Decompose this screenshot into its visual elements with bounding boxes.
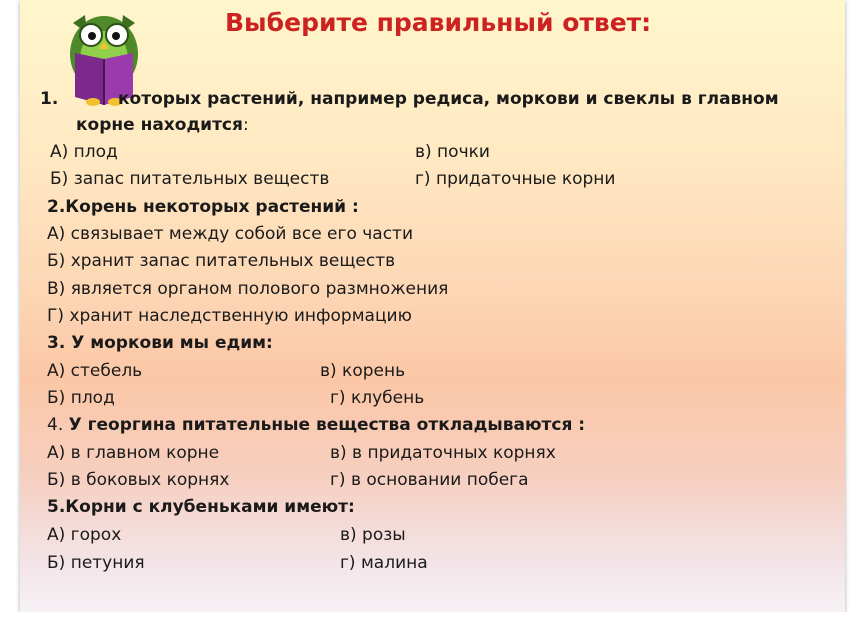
- page-title: Выберите правильный ответ:: [225, 8, 652, 37]
- q1-text-line2: [76, 115, 249, 135]
- q5-option-v: в) розы: [340, 525, 406, 545]
- page-bottom-margin: [0, 612, 857, 633]
- q5-option-g: г) малина: [340, 553, 428, 573]
- q1-option-v: в) почки: [415, 142, 490, 162]
- q1-text-line2-tail: :: [242, 115, 249, 135]
- q3-option-g: г) клубень: [330, 388, 425, 408]
- q1-option-g: г) придаточные корни: [415, 169, 616, 189]
- q1-number: 1.: [40, 89, 59, 109]
- q1-option-b: Б) запас питательных веществ: [50, 169, 330, 189]
- q5-option-b: Б) петуния: [47, 553, 145, 573]
- q2-option-a: А) связывает между собой все его части: [47, 224, 414, 244]
- q1-option-a: А) плод: [50, 142, 118, 162]
- q5-question: 5.Корни с клубеньками имеют:: [47, 497, 355, 517]
- q5-option-a: А) горох: [47, 525, 122, 545]
- slide: [20, 0, 845, 612]
- q3-question: 3. У моркови мы едим:: [47, 333, 273, 353]
- q4-option-g: г) в основании побега: [330, 470, 529, 490]
- q4-option-v: в) в придаточных корнях: [330, 443, 556, 463]
- q2-option-v: В) является органом полового размножения: [47, 279, 449, 299]
- q3-option-v: в) корень: [320, 361, 406, 381]
- q3-option-b: Б) плод: [47, 388, 115, 408]
- q2-option-b: Б) хранит запас питательных веществ: [47, 251, 396, 271]
- q4-question-line: [47, 415, 585, 435]
- q3-option-a: А) стебель: [47, 361, 143, 381]
- q1-text-line1: которых растений, например редиса, моркови и свеклы в главном: [118, 89, 779, 109]
- q2-option-g: Г) хранит наследственную информацию: [47, 306, 412, 326]
- q4-option-a: А) в главном корне: [47, 443, 220, 463]
- q1-text-line2-bold: корне находится: [76, 115, 243, 135]
- q2-question: 2.Корень некоторых растений :: [47, 197, 359, 217]
- q4-option-b: Б) в боковых корнях: [47, 470, 230, 490]
- q4-question: У георгина питательные вещества откладываются :: [68, 415, 586, 435]
- q4-number: 4.: [47, 415, 69, 435]
